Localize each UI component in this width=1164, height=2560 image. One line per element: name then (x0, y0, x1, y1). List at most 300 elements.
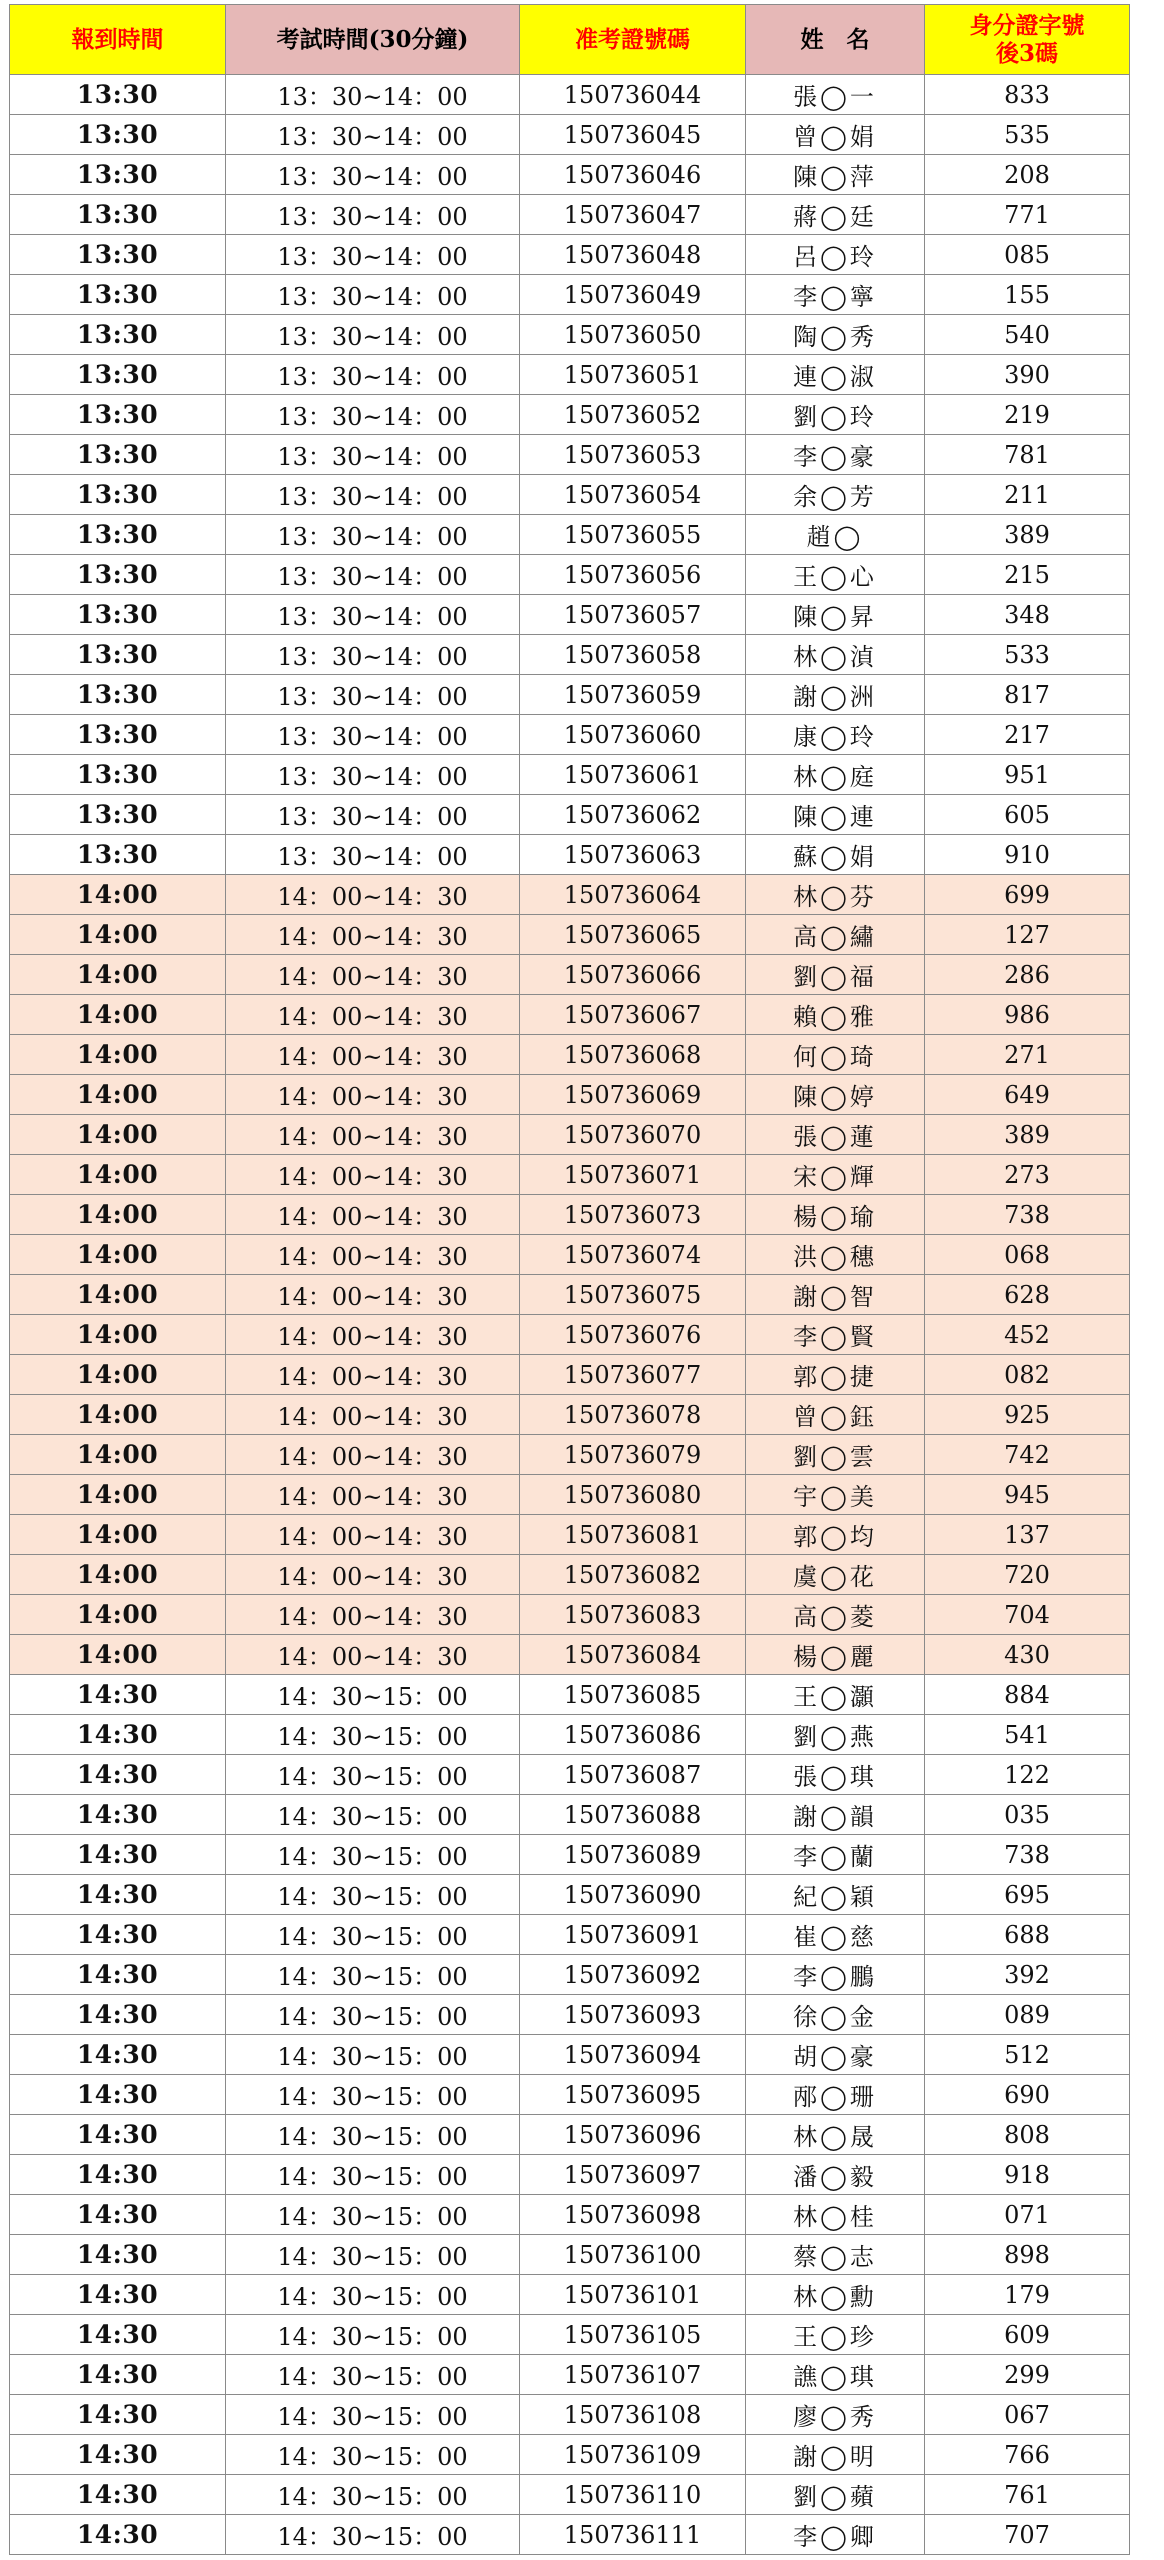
report-time-cell: 14:00 (10, 1595, 226, 1635)
id-last3-cell: 155 (925, 275, 1130, 315)
name-cell: 李◯豪 (746, 435, 925, 475)
id-last3-cell: 898 (925, 2235, 1130, 2275)
exam-time-cell: 14：30~15：00 (226, 1795, 520, 1835)
report-time-cell: 13:30 (10, 315, 226, 355)
name-cell: 李◯寧 (746, 275, 925, 315)
name-cell: 潘◯毅 (746, 2155, 925, 2195)
exam-time-cell: 14：00~14：30 (226, 1115, 520, 1155)
admission-no-cell: 150736060 (520, 715, 746, 755)
admission-no-cell: 150736052 (520, 395, 746, 435)
id-last3-cell: 392 (925, 1955, 1130, 1995)
name-cell: 李◯賢 (746, 1315, 925, 1355)
table-row (10, 1755, 1130, 1795)
name-cell: 蔣◯廷 (746, 195, 925, 235)
exam-time-cell: 14：30~15：00 (226, 2155, 520, 2195)
table-row (10, 835, 1130, 875)
exam-time-cell: 14：00~14：30 (226, 1275, 520, 1315)
report-time-cell: 13:30 (10, 515, 226, 555)
id-last3-cell: 781 (925, 435, 1130, 475)
table-row (10, 1915, 1130, 1955)
name-cell: 謝◯智 (746, 1275, 925, 1315)
table-row (10, 1155, 1130, 1195)
table-row (10, 715, 1130, 755)
exam-time-cell: 14：00~14：30 (226, 1635, 520, 1675)
id-last3-cell: 348 (925, 595, 1130, 635)
name-cell: 林◯湞 (746, 635, 925, 675)
table-row (10, 75, 1130, 115)
id-last3-cell: 910 (925, 835, 1130, 875)
admission-no-cell: 150736055 (520, 515, 746, 555)
exam-time-cell: 14：30~15：00 (226, 1675, 520, 1715)
table-row (10, 1715, 1130, 1755)
id-last3-cell: 271 (925, 1035, 1130, 1075)
admission-no-cell: 150736059 (520, 675, 746, 715)
admission-no-cell: 150736046 (520, 155, 746, 195)
admission-no-cell: 150736079 (520, 1435, 746, 1475)
table-row (10, 2075, 1130, 2115)
admission-no-cell: 150736057 (520, 595, 746, 635)
name-cell: 林◯庭 (746, 755, 925, 795)
admission-no-cell: 150736082 (520, 1555, 746, 1595)
id-last3-cell: 649 (925, 1075, 1130, 1115)
exam-time-cell: 14：00~14：30 (226, 1155, 520, 1195)
admission-no-cell: 150736050 (520, 315, 746, 355)
exam-time-cell: 14：30~15：00 (226, 2115, 520, 2155)
admission-no-cell: 150736068 (520, 1035, 746, 1075)
exam-time-cell: 14：00~14：30 (226, 1235, 520, 1275)
name-cell: 張◯蓮 (746, 1115, 925, 1155)
id-last3-cell: 695 (925, 1875, 1130, 1915)
name-cell: 宇◯美 (746, 1475, 925, 1515)
table-row (10, 235, 1130, 275)
table-row (10, 2235, 1130, 2275)
id-last3-cell: 738 (925, 1835, 1130, 1875)
table-row (10, 1395, 1130, 1435)
name-cell: 陳◯昇 (746, 595, 925, 635)
name-cell: 連◯淑 (746, 355, 925, 395)
table-body (10, 75, 1130, 2555)
id-last3-cell: 808 (925, 2115, 1130, 2155)
table-row (10, 115, 1130, 155)
table-row (10, 1515, 1130, 1555)
id-last3-cell: 071 (925, 2195, 1130, 2235)
header-id-last3 (925, 5, 1130, 75)
name-cell: 謝◯韻 (746, 1795, 925, 1835)
table-row (10, 1835, 1130, 1875)
admission-no-cell: 150736110 (520, 2475, 746, 2515)
exam-time-cell: 13：30~14：00 (226, 315, 520, 355)
id-last3-cell: 945 (925, 1475, 1130, 1515)
table-row (10, 2435, 1130, 2475)
admission-no-cell: 150736107 (520, 2355, 746, 2395)
exam-time-cell: 14：30~15：00 (226, 2475, 520, 2515)
table-row (10, 355, 1130, 395)
admission-no-cell: 150736070 (520, 1115, 746, 1155)
admission-no-cell: 150736076 (520, 1315, 746, 1355)
id-last3-cell: 951 (925, 755, 1130, 795)
exam-time-cell: 14：30~15：00 (226, 1835, 520, 1875)
header-report-time: 報到時間 (10, 5, 226, 75)
table-row (10, 1875, 1130, 1915)
exam-time-cell: 13：30~14：00 (226, 395, 520, 435)
name-cell: 陳◯萍 (746, 155, 925, 195)
name-cell: 陳◯婷 (746, 1075, 925, 1115)
admission-no-cell: 150736098 (520, 2195, 746, 2235)
id-last3-cell: 273 (925, 1155, 1130, 1195)
name-cell: 洪◯穗 (746, 1235, 925, 1275)
exam-time-cell: 14：30~15：00 (226, 1995, 520, 2035)
report-time-cell: 14:30 (10, 1875, 226, 1915)
exam-time-cell: 14：30~15：00 (226, 2435, 520, 2475)
table-row (10, 1275, 1130, 1315)
id-last3-cell: 609 (925, 2315, 1130, 2355)
table-row (10, 2315, 1130, 2355)
table-row (10, 2475, 1130, 2515)
name-cell: 劉◯雲 (746, 1435, 925, 1475)
table-row (10, 2155, 1130, 2195)
table-row (10, 2195, 1130, 2235)
report-time-cell: 14:30 (10, 2515, 226, 2555)
exam-time-cell: 14：30~15：00 (226, 1755, 520, 1795)
table-row (10, 675, 1130, 715)
name-cell: 趙◯ (746, 515, 925, 555)
exam-time-cell: 14：00~14：30 (226, 1555, 520, 1595)
admission-no-cell: 150736047 (520, 195, 746, 235)
exam-time-cell: 14：00~14：30 (226, 1315, 520, 1355)
report-time-cell: 13:30 (10, 635, 226, 675)
exam-time-cell: 14：30~15：00 (226, 2035, 520, 2075)
exam-time-cell: 14：30~15：00 (226, 2515, 520, 2555)
admission-no-cell: 150736075 (520, 1275, 746, 1315)
report-time-cell: 14:30 (10, 1915, 226, 1955)
name-cell: 劉◯福 (746, 955, 925, 995)
exam-time-cell: 13：30~14：00 (226, 715, 520, 755)
header-name: 姓 名 (746, 5, 925, 75)
admission-no-cell: 150736078 (520, 1395, 746, 1435)
exam-time-cell: 14：00~14：30 (226, 1395, 520, 1435)
name-cell: 謝◯洲 (746, 675, 925, 715)
exam-time-cell: 13：30~14：00 (226, 635, 520, 675)
report-time-cell: 14:00 (10, 1115, 226, 1155)
report-time-cell: 14:30 (10, 1795, 226, 1835)
admission-no-cell: 150736086 (520, 1715, 746, 1755)
table-row (10, 755, 1130, 795)
report-time-cell: 13:30 (10, 155, 226, 195)
report-time-cell: 13:30 (10, 475, 226, 515)
report-time-cell: 14:30 (10, 1675, 226, 1715)
report-time-cell: 13:30 (10, 435, 226, 475)
name-cell: 蘇◯娟 (746, 835, 925, 875)
name-cell: 賴◯雅 (746, 995, 925, 1035)
admission-no-cell: 150736096 (520, 2115, 746, 2155)
id-last3-cell: 738 (925, 1195, 1130, 1235)
report-time-cell: 14:00 (10, 1635, 226, 1675)
id-last3-cell: 817 (925, 675, 1130, 715)
report-time-cell: 13:30 (10, 675, 226, 715)
admission-no-cell: 150736093 (520, 1995, 746, 2035)
id-last3-cell: 082 (925, 1355, 1130, 1395)
table-row (10, 1115, 1130, 1155)
table-row (10, 195, 1130, 235)
admission-no-cell: 150736044 (520, 75, 746, 115)
table-row (10, 315, 1130, 355)
table-row (10, 915, 1130, 955)
admission-no-cell: 150736053 (520, 435, 746, 475)
exam-schedule-table (9, 4, 1130, 2555)
table-row (10, 515, 1130, 555)
name-cell: 張◯琪 (746, 1755, 925, 1795)
id-last3-cell: 918 (925, 2155, 1130, 2195)
name-cell: 邴◯珊 (746, 2075, 925, 2115)
admission-no-cell: 150736095 (520, 2075, 746, 2115)
report-time-cell: 13:30 (10, 755, 226, 795)
id-last3-cell: 884 (925, 1675, 1130, 1715)
report-time-cell: 13:30 (10, 195, 226, 235)
name-cell: 劉◯蘋 (746, 2475, 925, 2515)
name-cell: 陳◯連 (746, 795, 925, 835)
id-last3-cell: 699 (925, 875, 1130, 915)
name-cell: 張◯一 (746, 75, 925, 115)
table-row (10, 2355, 1130, 2395)
name-cell: 高◯繡 (746, 915, 925, 955)
admission-no-cell: 150736077 (520, 1355, 746, 1395)
name-cell: 宋◯輝 (746, 1155, 925, 1195)
id-last3-cell: 771 (925, 195, 1130, 235)
report-time-cell: 14:30 (10, 2475, 226, 2515)
admission-no-cell: 150736074 (520, 1235, 746, 1275)
report-time-cell: 14:30 (10, 2315, 226, 2355)
exam-time-cell: 13：30~14：00 (226, 75, 520, 115)
name-cell: 楊◯麗 (746, 1635, 925, 1675)
name-cell: 蔡◯志 (746, 2235, 925, 2275)
admission-no-cell: 150736090 (520, 1875, 746, 1915)
exam-time-cell: 14：30~15：00 (226, 2395, 520, 2435)
exam-time-cell: 13：30~14：00 (226, 835, 520, 875)
report-time-cell: 13:30 (10, 715, 226, 755)
admission-no-cell: 150736111 (520, 2515, 746, 2555)
id-last3-cell: 127 (925, 915, 1130, 955)
report-time-cell: 14:00 (10, 1395, 226, 1435)
name-cell: 何◯琦 (746, 1035, 925, 1075)
report-time-cell: 14:00 (10, 1515, 226, 1555)
name-cell: 康◯玲 (746, 715, 925, 755)
id-last3-cell: 628 (925, 1275, 1130, 1315)
table-row (10, 995, 1130, 1035)
report-time-cell: 14:00 (10, 1155, 226, 1195)
report-time-cell: 14:30 (10, 1955, 226, 1995)
report-time-cell: 14:30 (10, 2075, 226, 2115)
id-last3-cell: 211 (925, 475, 1130, 515)
report-time-cell: 14:30 (10, 2195, 226, 2235)
admission-no-cell: 150736063 (520, 835, 746, 875)
table-row (10, 2035, 1130, 2075)
admission-no-cell: 150736081 (520, 1515, 746, 1555)
admission-no-cell: 150736048 (520, 235, 746, 275)
table-row (10, 1035, 1130, 1075)
exam-time-cell: 14：00~14：30 (226, 1515, 520, 1555)
table-row (10, 2515, 1130, 2555)
id-last3-cell: 512 (925, 2035, 1130, 2075)
table-row (10, 875, 1130, 915)
header-id-last3-line2: 後3碼 (995, 39, 1058, 67)
id-last3-cell: 605 (925, 795, 1130, 835)
report-time-cell: 14:00 (10, 875, 226, 915)
admission-no-cell: 150736080 (520, 1475, 746, 1515)
id-last3-cell: 068 (925, 1235, 1130, 1275)
name-cell: 林◯晟 (746, 2115, 925, 2155)
name-cell: 陶◯秀 (746, 315, 925, 355)
id-last3-cell: 390 (925, 355, 1130, 395)
exam-time-cell: 13：30~14：00 (226, 755, 520, 795)
id-last3-cell: 833 (925, 75, 1130, 115)
admission-no-cell: 150736085 (520, 1675, 746, 1715)
name-cell: 林◯桂 (746, 2195, 925, 2235)
name-cell: 虞◯花 (746, 1555, 925, 1595)
admission-no-cell: 150736049 (520, 275, 746, 315)
report-time-cell: 14:30 (10, 2355, 226, 2395)
admission-no-cell: 150736071 (520, 1155, 746, 1195)
table-row (10, 1795, 1130, 1835)
admission-no-cell: 150736084 (520, 1635, 746, 1675)
id-last3-cell: 286 (925, 955, 1130, 995)
exam-time-cell: 14：00~14：30 (226, 875, 520, 915)
table-row (10, 275, 1130, 315)
table-row (10, 2115, 1130, 2155)
id-last3-cell: 986 (925, 995, 1130, 1035)
exam-time-cell: 14：00~14：30 (226, 1595, 520, 1635)
header-exam-time: 考試時間(30分鐘) (226, 5, 520, 75)
report-time-cell: 14:30 (10, 2115, 226, 2155)
report-time-cell: 14:00 (10, 1235, 226, 1275)
name-cell: 廖◯秀 (746, 2395, 925, 2435)
report-time-cell: 14:00 (10, 1355, 226, 1395)
table-row (10, 1315, 1130, 1355)
report-time-cell: 14:00 (10, 1475, 226, 1515)
report-time-cell: 14:30 (10, 2035, 226, 2075)
name-cell: 劉◯燕 (746, 1715, 925, 1755)
admission-no-cell: 150736073 (520, 1195, 746, 1235)
exam-time-cell: 13：30~14：00 (226, 515, 520, 555)
table-row (10, 435, 1130, 475)
exam-time-cell: 14：30~15：00 (226, 1915, 520, 1955)
id-last3-cell: 761 (925, 2475, 1130, 2515)
exam-time-cell: 14：30~15：00 (226, 2235, 520, 2275)
admission-no-cell: 150736058 (520, 635, 746, 675)
report-time-cell: 13:30 (10, 395, 226, 435)
id-last3-cell: 217 (925, 715, 1130, 755)
exam-time-cell: 14：00~14：30 (226, 1435, 520, 1475)
exam-time-cell: 14：30~15：00 (226, 2195, 520, 2235)
report-time-cell: 14:30 (10, 1995, 226, 2035)
id-last3-cell: 389 (925, 1115, 1130, 1155)
table-row (10, 155, 1130, 195)
admission-no-cell: 150736089 (520, 1835, 746, 1875)
report-time-cell: 14:30 (10, 1755, 226, 1795)
id-last3-cell: 085 (925, 235, 1130, 275)
report-time-cell: 13:30 (10, 835, 226, 875)
admission-no-cell: 150736101 (520, 2275, 746, 2315)
name-cell: 曾◯鈺 (746, 1395, 925, 1435)
report-time-cell: 13:30 (10, 355, 226, 395)
report-time-cell: 14:00 (10, 1275, 226, 1315)
exam-time-cell: 13：30~14：00 (226, 115, 520, 155)
admission-no-cell: 150736066 (520, 955, 746, 995)
table-row (10, 1435, 1130, 1475)
id-last3-cell: 704 (925, 1595, 1130, 1635)
report-time-cell: 13:30 (10, 555, 226, 595)
id-last3-cell: 067 (925, 2395, 1130, 2435)
admission-no-cell: 150736105 (520, 2315, 746, 2355)
admission-no-cell: 150736083 (520, 1595, 746, 1635)
admission-no-cell: 150736064 (520, 875, 746, 915)
header-id-last3-line1: 身分證字號 (969, 11, 1085, 39)
exam-time-cell: 14：30~15：00 (226, 1875, 520, 1915)
admission-no-cell: 150736109 (520, 2435, 746, 2475)
id-last3-cell: 540 (925, 315, 1130, 355)
report-time-cell: 13:30 (10, 595, 226, 635)
table-row (10, 1475, 1130, 1515)
id-last3-cell: 215 (925, 555, 1130, 595)
exam-time-cell: 13：30~14：00 (226, 155, 520, 195)
table-row (10, 1995, 1130, 2035)
exam-time-cell: 13：30~14：00 (226, 435, 520, 475)
report-time-cell: 13:30 (10, 275, 226, 315)
table-row (10, 595, 1130, 635)
exam-time-cell: 14：00~14：30 (226, 1355, 520, 1395)
name-cell: 紀◯穎 (746, 1875, 925, 1915)
name-cell: 高◯菱 (746, 1595, 925, 1635)
name-cell: 曾◯娟 (746, 115, 925, 155)
name-cell: 李◯卿 (746, 2515, 925, 2555)
id-last3-cell: 742 (925, 1435, 1130, 1475)
report-time-cell: 14:00 (10, 1435, 226, 1475)
admission-no-cell: 150736097 (520, 2155, 746, 2195)
admission-no-cell: 150736087 (520, 1755, 746, 1795)
header-row (10, 5, 1130, 75)
table-row (10, 1195, 1130, 1235)
admission-no-cell: 150736062 (520, 795, 746, 835)
header-admission-no: 准考證號碼 (520, 5, 746, 75)
exam-time-cell: 14：00~14：30 (226, 995, 520, 1035)
id-last3-cell: 219 (925, 395, 1130, 435)
id-last3-cell: 720 (925, 1555, 1130, 1595)
name-cell: 譙◯琪 (746, 2355, 925, 2395)
admission-no-cell: 150736088 (520, 1795, 746, 1835)
admission-no-cell: 150736094 (520, 2035, 746, 2075)
exam-time-cell: 14：30~15：00 (226, 2355, 520, 2395)
id-last3-cell: 089 (925, 1995, 1130, 2035)
exam-time-cell: 14：30~15：00 (226, 2275, 520, 2315)
name-cell: 崔◯慈 (746, 1915, 925, 1955)
report-time-cell: 14:00 (10, 915, 226, 955)
name-cell: 徐◯金 (746, 1995, 925, 2035)
table-row (10, 795, 1130, 835)
name-cell: 郭◯均 (746, 1515, 925, 1555)
id-last3-cell: 535 (925, 115, 1130, 155)
id-last3-cell: 452 (925, 1315, 1130, 1355)
id-last3-cell: 925 (925, 1395, 1130, 1435)
admission-no-cell: 150736069 (520, 1075, 746, 1115)
name-cell: 胡◯豪 (746, 2035, 925, 2075)
name-cell: 李◯蘭 (746, 1835, 925, 1875)
report-time-cell: 13:30 (10, 795, 226, 835)
name-cell: 劉◯玲 (746, 395, 925, 435)
id-last3-cell: 389 (925, 515, 1130, 555)
report-time-cell: 14:00 (10, 955, 226, 995)
exam-time-cell: 13：30~14：00 (226, 475, 520, 515)
exam-time-cell: 14：00~14：30 (226, 1035, 520, 1075)
exam-time-cell: 14：00~14：30 (226, 955, 520, 995)
